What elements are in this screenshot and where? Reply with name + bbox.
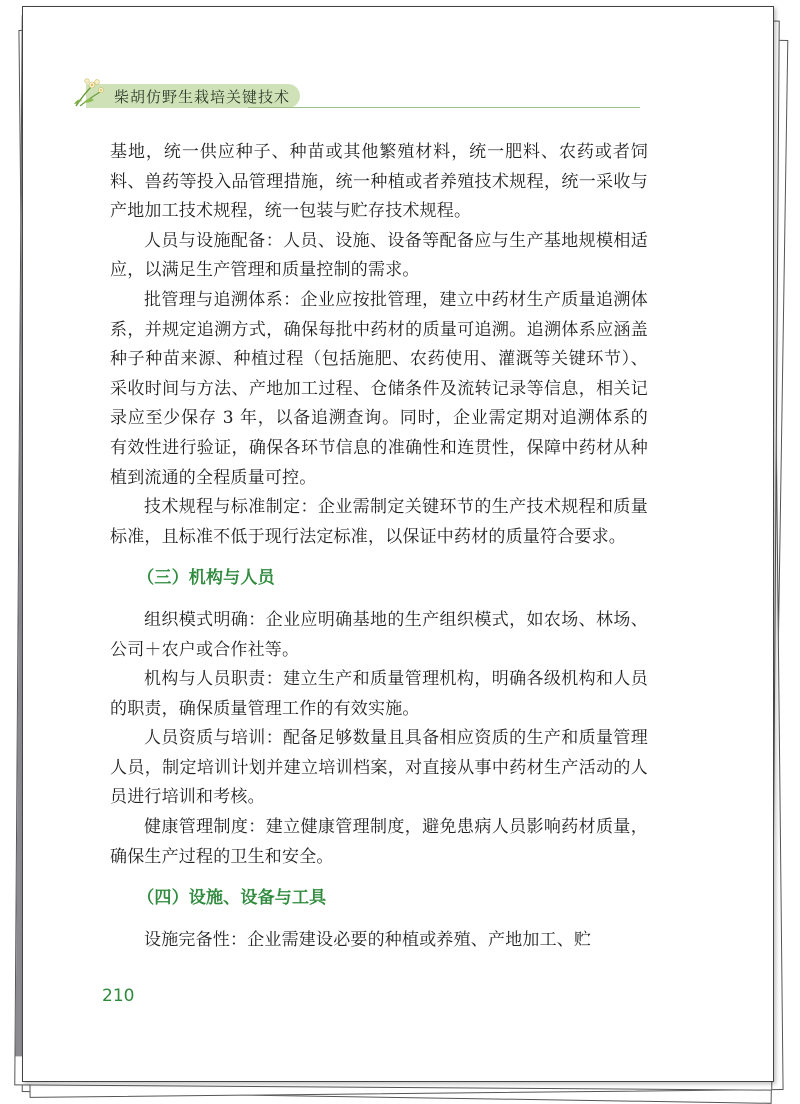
paragraph: 批管理与追溯体系：企业应按批管理，建立中药材生产质量追溯体系，并规定追溯方式，确保每批中药材的质量可追溯。追溯体系应涵盖种子种苗来源、种植过程（包括施肥、农药使用、灌溉等关键环节）、采收时间与方法、产地加工过程、仓储条件及流转记录等信息，相关记录应至少保存 3 年，以备追溯查询。同时，企业需定期对追溯体系的有效性进行验证，确保各环节信息的准确性和连贯性，保障中药材从种植到流通的全程质量可控。: [110, 289, 648, 488]
header-rule: [248, 107, 640, 108]
body-text: [110, 138, 648, 955]
paragraph: 人员与设施配备：人员、设施、设备等配备应与生产基地规模相适应，以满足生产管理和质量控制的需求。: [110, 230, 648, 281]
page-number: 210: [102, 986, 135, 1006]
running-header: [68, 76, 640, 110]
paragraph: 基地，统一供应种子、种苗或其他繁殖材料，统一肥料、农药或者饲料、兽药等投入品管理措施，统一种植或者养殖技术规程，统一采收与产地加工技术规程，统一包装与贮存技术规程。: [110, 142, 648, 222]
section-heading: （四）设施、设备与工具: [137, 888, 327, 909]
paragraph: 机构与人员职责：建立生产和质量管理机构，明确各级机构和人员的职责，确保质量管理工作的有效实施。: [110, 669, 648, 719]
paragraph: 技术规程与标准制定：企业需制定关键环节的生产技术规程和质量标准，且标准不低于现行法定标准，以保证中药材的质量符合要求。: [110, 497, 648, 547]
header-title: 柴胡仿野生栽培关键技术: [114, 88, 291, 106]
paragraph: 健康管理制度：建立健康管理制度，避免患病人员影响药材质量，确保生产过程的卫生和安全。: [110, 817, 648, 867]
paragraph: 人员资质与培训：配备足够数量且具备相应资质的生产和质量管理人员，制定培训计划并建立培训档案，对直接从事中药材生产活动的人员进行培训和考核。: [110, 728, 648, 808]
paragraph: 设施完备性：企业需建设必要的种植或养殖、产地加工、贮: [144, 929, 592, 950]
section-heading: （三）机构与人员: [137, 568, 275, 589]
paragraph: 组织模式明确：企业应明确基地的生产组织模式，如农场、林场、公司＋农户或合作社等。: [110, 609, 648, 660]
flower-icon: [70, 76, 110, 110]
